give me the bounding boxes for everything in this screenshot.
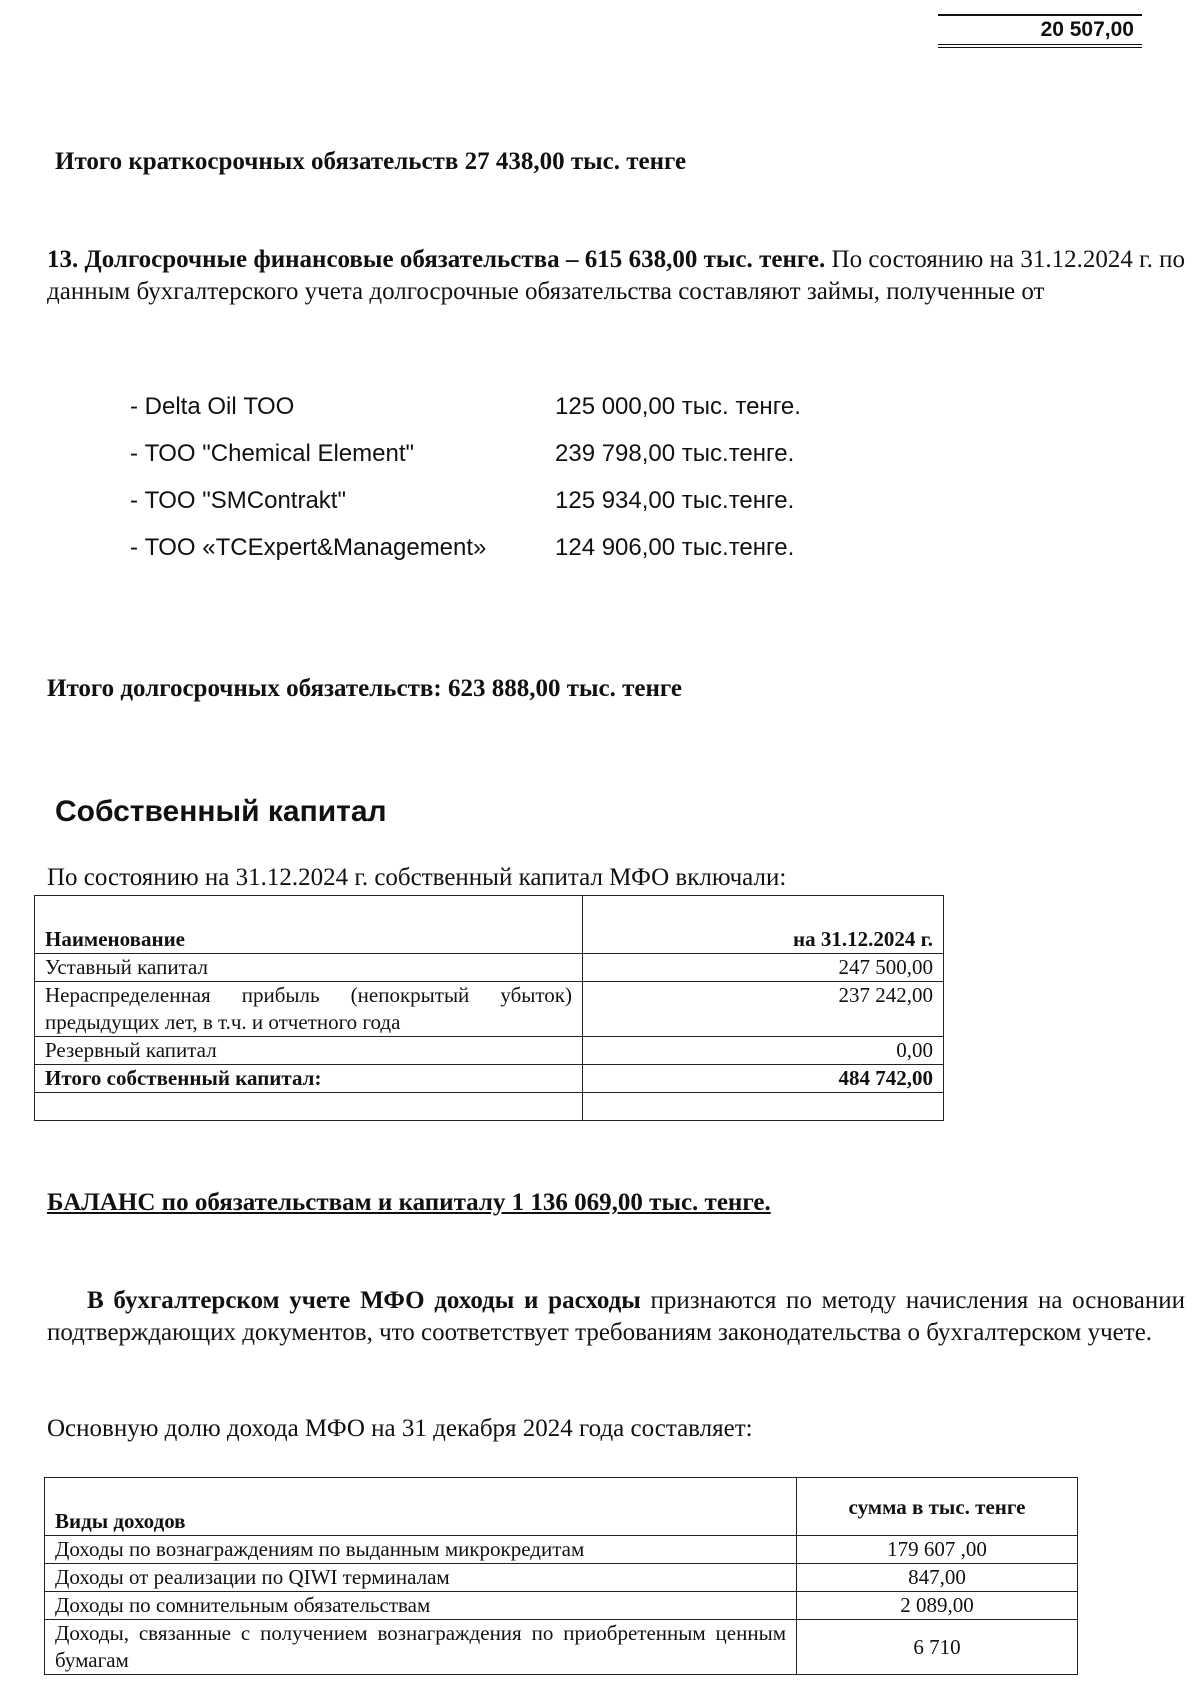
row-value: 247 500,00: [583, 954, 944, 982]
loan-name: - ТОО «TCExpert&Management»: [130, 533, 487, 561]
row-name: Доходы от реализации по QIWI терминалам: [45, 1564, 797, 1592]
row-name: Доходы по вознаграждениям по выданным микрокредитам: [45, 1536, 797, 1564]
table-header-row: [45, 1478, 1078, 1536]
row-name: Уставный капитал: [35, 954, 583, 982]
row-value: 847,00: [797, 1564, 1078, 1592]
accounting-text: признаются по методу начисления на основании подтверждающих документов, что соответствует требованиям законодательства о бухгалтерском учете.: [47, 1287, 1185, 1346]
loan-name: - Delta Oil ТОО: [130, 392, 295, 420]
table-row: [45, 1536, 1078, 1564]
table-header-row: [35, 896, 944, 954]
table-row: [45, 1592, 1078, 1620]
row-value: 237 242,00: [583, 982, 944, 1037]
equity-table: [34, 895, 944, 1121]
header-name: Виды доходов: [45, 1478, 797, 1536]
row-name: Резервный капитал: [35, 1037, 583, 1065]
list-item: [130, 524, 855, 571]
header-value: сумма в тыс. тенге: [797, 1478, 1078, 1536]
loan-sum: 125 934,00 тыс.тенге.: [555, 486, 795, 514]
list-item: [130, 477, 855, 524]
row-value: 6 710: [797, 1620, 1078, 1675]
total-value: 484 742,00: [583, 1065, 944, 1093]
list-item: [130, 430, 855, 477]
accounting-paragraph: [47, 1285, 1185, 1349]
accounting-bold: В бухгалтерском учете МФО доходы и расходы: [87, 1287, 641, 1314]
equity-intro: По состоянию на 31.12.2024 г. собственный капитал МФО включали:: [47, 864, 787, 891]
row-value: 2 089,00: [797, 1592, 1078, 1620]
row-name: Доходы по сомнительным обязательствам: [45, 1592, 797, 1620]
section-13-paragraph: [47, 244, 1185, 308]
loan-sum: 124 906,00 тыс.тенге.: [555, 533, 795, 561]
table-row: [35, 954, 944, 982]
long-term-total: Итого долгосрочных обязательств: 623 888,00 тыс. тенге: [47, 675, 682, 702]
header-value: на 31.12.2024 г.: [583, 896, 944, 954]
income-intro: Основную долю дохода МФО на 31 декабря 2024 года составляет:: [47, 1415, 753, 1442]
list-item: [130, 383, 855, 430]
top-total-box: [938, 14, 1142, 48]
table-row: [45, 1620, 1078, 1675]
loan-sum: 239 798,00 тыс.тенге.: [555, 439, 795, 467]
row-value: 0,00: [583, 1037, 944, 1065]
table-row: [35, 1037, 944, 1065]
loan-sum: 125 000,00 тыс. тенге.: [555, 392, 801, 420]
row-name: Нераспределенная прибыль (непокрытый убыток) предыдущих лет, в т.ч. и отчетного года: [35, 982, 583, 1037]
equity-heading: Собственный капитал: [55, 795, 387, 828]
section-13-text: По состоянию на 31.12.2024 г. по данным бухгалтерского учета долгосрочные обязательства составляют займы, полученные от: [47, 246, 1185, 305]
section-13-title: 13. Долгосрочные финансовые обязательства – 615 638,00 тыс. тенге.: [47, 246, 826, 273]
loan-name: - ТОО "SMContrakt": [130, 486, 346, 514]
table-row: [45, 1564, 1078, 1592]
loans-list: [130, 383, 855, 571]
income-table: [44, 1477, 1078, 1675]
short-term-total: Итого краткосрочных обязательств 27 438,00 тыс. тенге: [55, 148, 687, 175]
row-name: Доходы, связанные с получением вознаграждения по приобретенным ценным бумагам: [45, 1620, 797, 1675]
empty-cell: [583, 1093, 944, 1121]
table-empty-row: [35, 1093, 944, 1121]
empty-cell: [35, 1093, 583, 1121]
total-name: Итого собственный капитал:: [35, 1065, 583, 1093]
top-total-value: 20 507,00: [1040, 18, 1134, 41]
balance-total: БАЛАНС по обязательствам и капиталу 1 136 069,00 тыс. тенге.: [47, 1189, 771, 1216]
row-value: 179 607 ,00: [797, 1536, 1078, 1564]
table-row: [35, 982, 944, 1037]
header-name: Наименование: [35, 896, 583, 954]
table-total-row: [35, 1065, 944, 1093]
loan-name: - ТОО "Chemical Element": [130, 439, 415, 467]
double-underline: [938, 44, 1142, 48]
